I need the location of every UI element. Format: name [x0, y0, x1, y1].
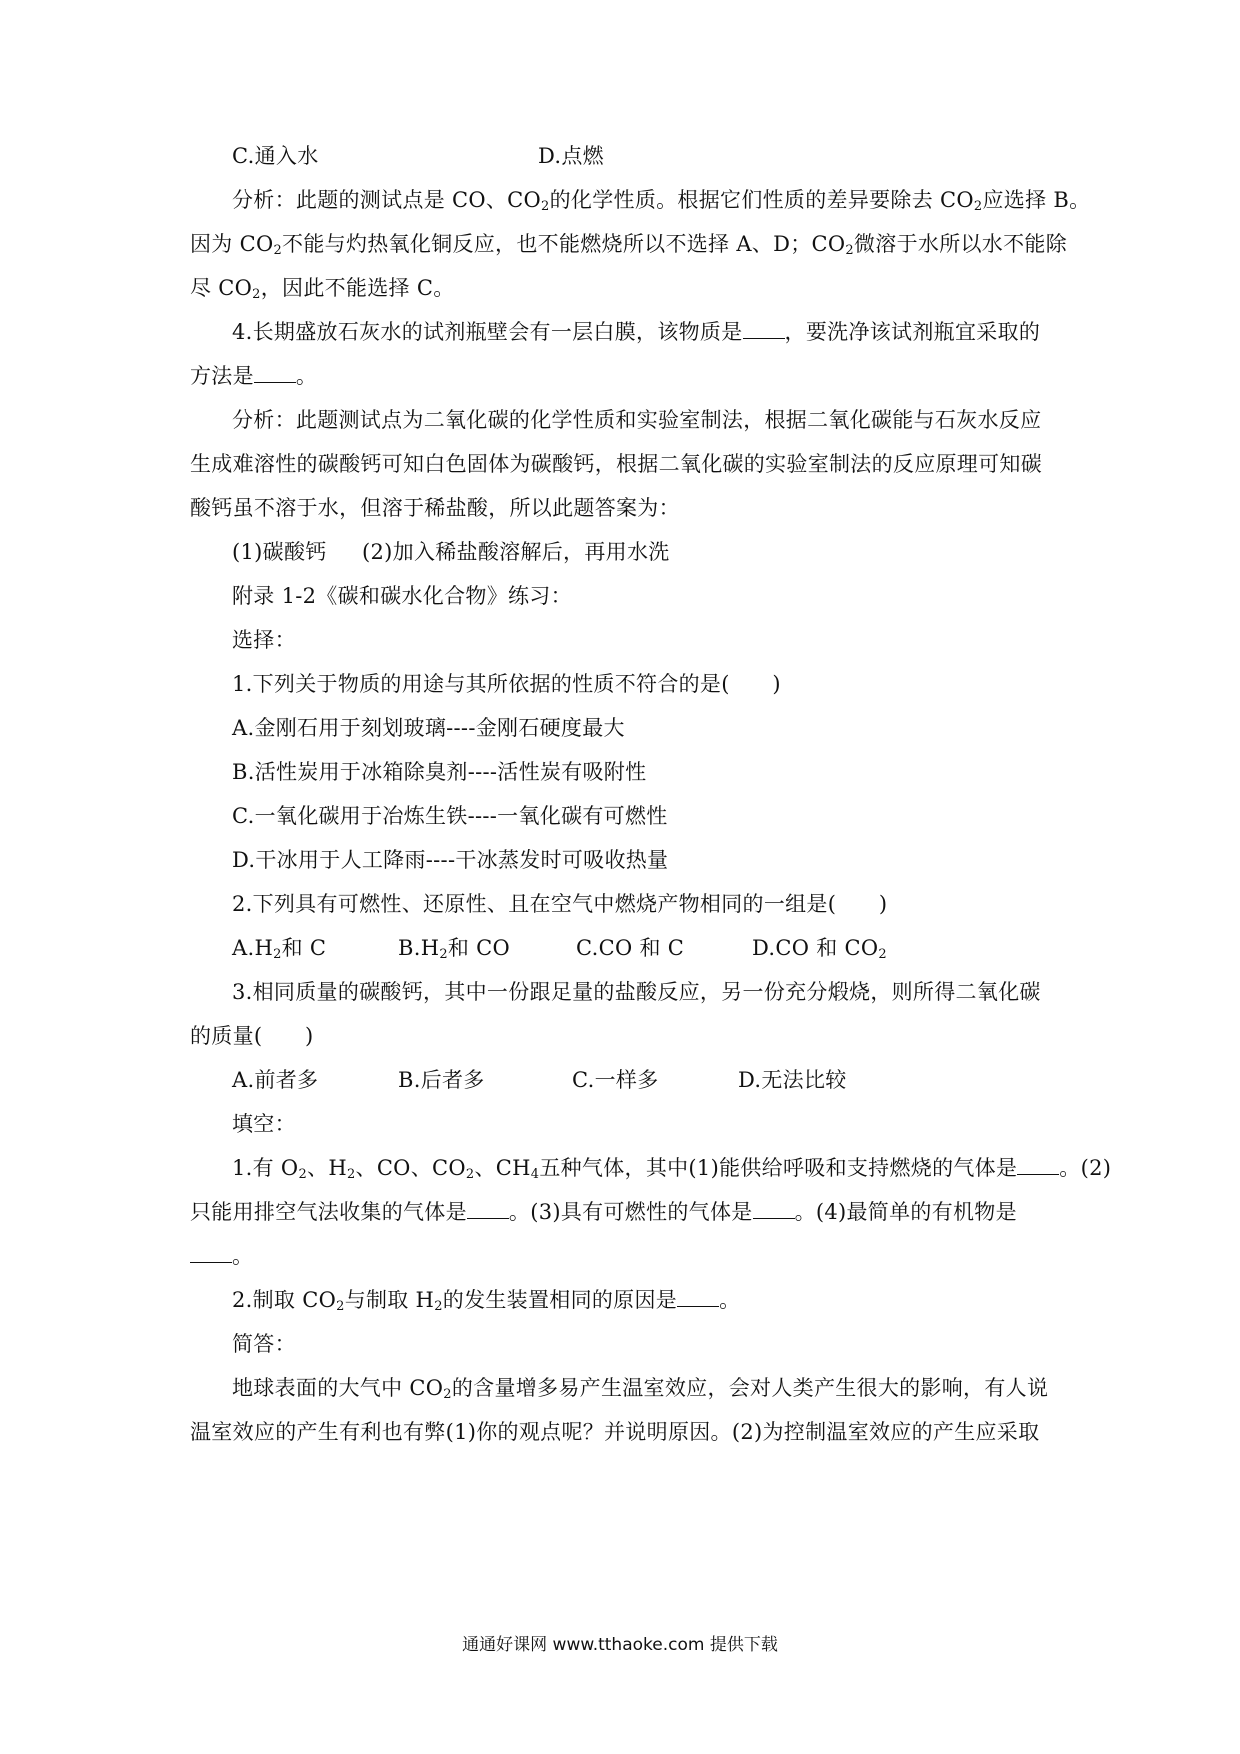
option-d: D.干冰用于人工降雨----干冰蒸发时可吸收热量 [232, 848, 669, 872]
answer-blank [677, 1288, 719, 1307]
question-text: 2.下列具有可燃性、还原性、且在空气中燃烧产物相同的一组是( ) [232, 892, 888, 916]
option-a: A.前者多 [232, 1068, 319, 1092]
option-c: C.一氧化碳用于冶炼生铁----一氧化碳有可燃性 [232, 804, 668, 828]
option-b: $B.H_2$和 CO [398, 936, 511, 962]
fill-question-1-cont: 。 [190, 1241, 1060, 1271]
analysis-paragraph-line: 生成难溶性的碳酸钙可知白色固体为碳酸钙，根据二氧化碳的实验室制法的反应原理可知碳 [190, 452, 1042, 476]
answer-blank [467, 1200, 509, 1219]
question-text: 1.下列关于物质的用途与其所依据的性质不符合的是( ) [232, 672, 781, 696]
answer-1: (1)碳酸钙 [232, 540, 327, 564]
fill-question-1: 1.有 $O_2$、$H_2$、CO、$CO_2$、$CH_4$五种气体，其中(1)能供给呼吸和支持燃烧的气体是 。(2) [232, 1156, 1112, 1182]
analysis-paragraph-line: 分析：此题的测试点是 CO、$CO_2$的化学性质。根据它们性质的差异要除去 $CO_2$应选择 B。 [232, 188, 1091, 214]
option-c: C.一样多 [572, 1068, 659, 1092]
fill-question-1-cont: 只能用排空气法收集的气体是 。(3)具有可燃性的气体是 。(4)最简单的有机物是 [190, 1200, 1017, 1224]
section-heading-short-answer: 简答： [232, 1332, 296, 1356]
option-b: B.活性炭用于冰箱除臭剂----活性炭有吸附性 [232, 760, 647, 784]
option-d: D.CO 和 $CO_2$ [752, 936, 887, 962]
analysis-paragraph-line: 尽 $CO_2$，因此不能选择 C。 [190, 276, 455, 302]
option-c: C.CO 和 C [576, 936, 685, 960]
option-c: C.通入水 [232, 144, 319, 168]
option-a: $A.H_2$和 C [232, 936, 327, 962]
analysis-paragraph-line: 分析：此题测试点为二氧化碳的化学性质和实验室制法，根据二氧化碳能与石灰水反应 [232, 408, 1042, 432]
short-answer-paragraph: 地球表面的大气中 $CO_2$的含量增多易产生温室效应，会对人类产生很大的影响，有人说 [232, 1376, 1049, 1402]
analysis-paragraph-line: 酸钙虽不溶于水，但溶于稀盐酸，所以此题答案为： [190, 496, 680, 520]
question-text: 的质量( ) [190, 1024, 314, 1048]
question-text: 3.相同质量的碳酸钙，其中一份跟足量的盐酸反应，另一份充分煅烧，则所得二氧化碳 [232, 980, 1041, 1004]
answer-blank [1017, 1156, 1059, 1175]
section-heading-fill: 填空： [232, 1112, 296, 1136]
question-4-cont: 方法是 。 [190, 364, 318, 388]
answer-blank [743, 320, 785, 339]
question-4: 4.长期盛放石灰水的试剂瓶壁会有一层白膜，该物质是 ，要洗净该试剂瓶宜采取的 [232, 320, 1041, 344]
page-footer: 通通好课网 www.tthaoke.com 提供下载 [462, 1635, 778, 1655]
short-answer-paragraph: 温室效应的产生有利也有弊(1)你的观点呢？并说明原因。(2)为控制温室效应的产生应采取 [190, 1420, 1040, 1444]
appendix-heading: 附录 1-2《碳和碳水化合物》练习： [232, 584, 572, 608]
answer-blank [190, 1244, 232, 1263]
answer-blank [753, 1200, 795, 1219]
option-a: A.金刚石用于刻划玻璃----金刚石硬度最大 [232, 716, 625, 740]
fill-question-2: 2.制取 $CO_2$与制取 $H_2$的发生装置相同的原因是 。 [232, 1288, 741, 1314]
option-d: D.点燃 [538, 144, 604, 168]
option-b: B.后者多 [398, 1068, 485, 1092]
analysis-paragraph-line: 因为 $CO_2$不能与灼热氧化铜反应，也不能燃烧所以不选择 A、D；$CO_2$微溶于水所以水不能除 [190, 232, 1067, 258]
answer-blank [254, 364, 296, 383]
section-heading-choice: 选择： [232, 628, 296, 652]
option-d: D.无法比较 [738, 1068, 847, 1092]
answer-2: (2)加入稀盐酸溶解后，再用水洗 [362, 540, 670, 564]
